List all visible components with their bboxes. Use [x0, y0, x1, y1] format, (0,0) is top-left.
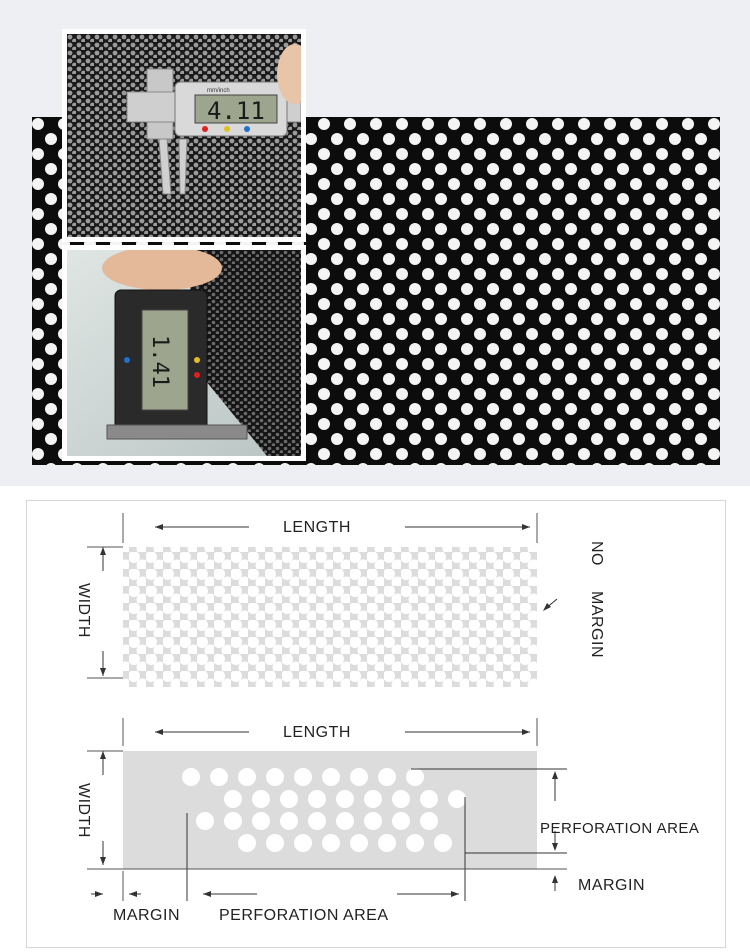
margin-bottom-label: MARGIN — [113, 907, 180, 924]
caliper-measurement-photo-1 — [62, 29, 306, 242]
margin-right-label: MARGIN — [578, 877, 645, 894]
top-length-label: LENGTH — [283, 519, 351, 536]
bottom-width-label: WIDTH — [75, 783, 92, 838]
caliper-measurement-photo-2 — [62, 245, 306, 461]
bottom-length-label: LENGTH — [283, 724, 351, 741]
caliper-reading-1: 4.11 — [207, 97, 265, 125]
perforation-area-right-label: PERFORATION AREA — [540, 820, 700, 837]
no-margin-label: MARGIN — [588, 591, 605, 658]
no-label: NO — [588, 541, 605, 566]
perforation-diagram-panel — [26, 500, 726, 948]
perforation-area-bottom-label: PERFORATION AREA — [219, 907, 389, 924]
caliper-reading-2: 1.41 — [147, 335, 172, 388]
unit-label-1: mm/inch — [207, 88, 230, 94]
top-width-label: WIDTH — [75, 583, 92, 638]
